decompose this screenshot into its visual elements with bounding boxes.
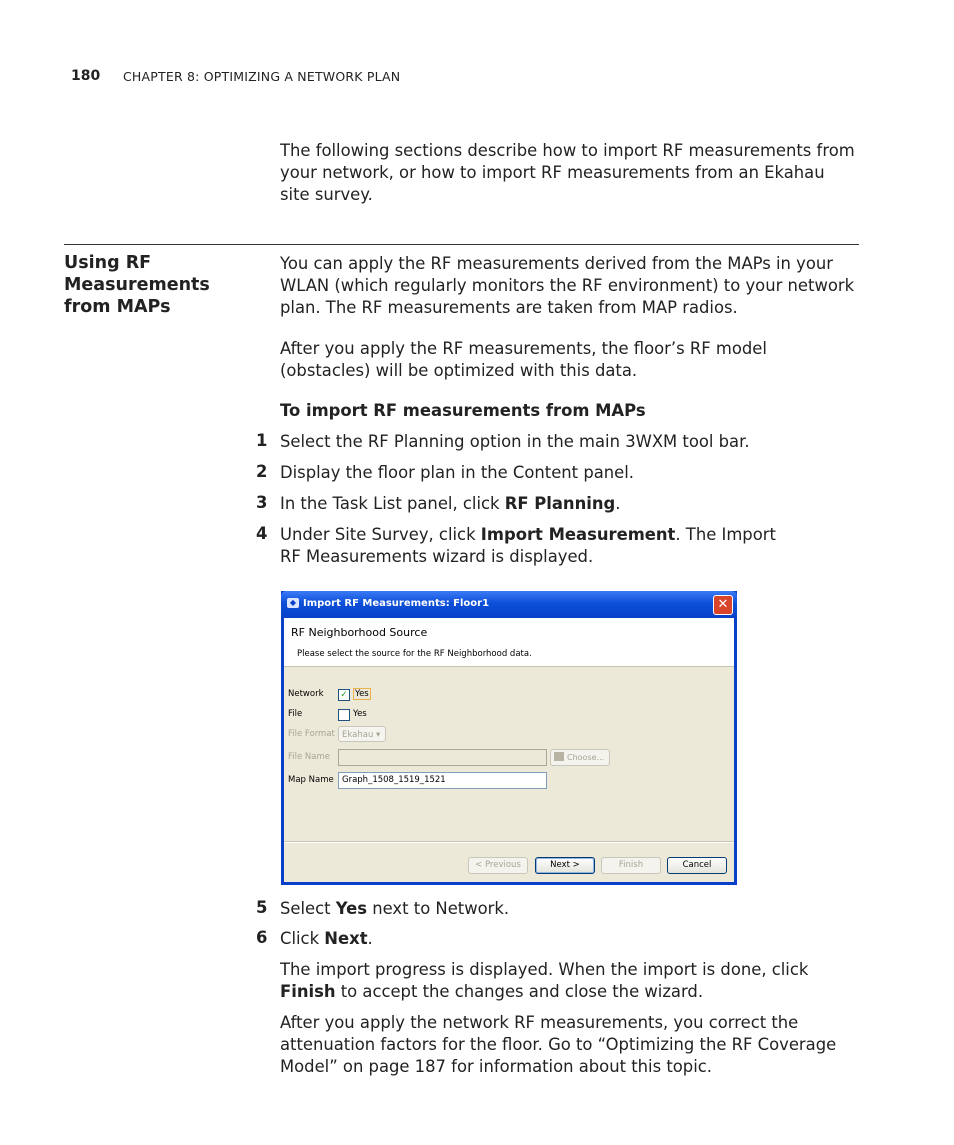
step-3-pre: In the Task List panel, click <box>280 494 505 513</box>
step-5-post: next to Network. <box>367 899 510 918</box>
step-5-bold: Yes <box>335 899 368 918</box>
step-number-6: 6 <box>256 928 268 947</box>
step-text-4 <box>280 524 780 568</box>
cancel-button[interactable]: Cancel <box>667 857 727 874</box>
after-p1-post: to accept the changes and close the wizard. <box>335 982 704 1001</box>
step-3-bold: RF Planning <box>504 494 616 513</box>
step-number-4: 4 <box>256 524 268 543</box>
step-6-pre: Click <box>280 929 325 948</box>
map-name-field[interactable]: Graph_1508_1519_1521 <box>338 772 547 789</box>
section-paragraph-1: You can apply the RF measurements derived from the MAPs in your WLAN (which regularly monitors the RF environment) to your network plan. The RF measurements are taken from MAP radios. <box>280 254 855 317</box>
file-checkbox[interactable] <box>338 709 350 721</box>
network-label: Network <box>288 689 324 699</box>
procedure-title: To import RF measurements from MAPs <box>280 401 646 420</box>
dialog-titlebar <box>281 591 737 618</box>
file-label: File <box>288 709 303 719</box>
file-name-field[interactable] <box>338 749 547 766</box>
step-text-2: Display the floor plan in the Content panel. <box>280 463 635 482</box>
file-name-label: File Name <box>288 752 331 762</box>
chapter-header: CHAPTER 8: OPTIMIZING A NETWORK PLAN <box>123 69 401 84</box>
file-format-label: File Format <box>288 729 335 739</box>
next-button[interactable]: Next > <box>535 857 595 874</box>
step-number-3: 3 <box>256 493 268 512</box>
step-number-5: 5 <box>256 898 268 917</box>
intro-paragraph: The following sections describe how to import RF measurements from your network, or how to import RF measurements from an Ekahau site survey. <box>280 141 855 204</box>
import-rf-dialog <box>281 591 737 885</box>
after-paragraph-1 <box>280 959 858 1003</box>
choose-label: Choose... <box>567 753 605 762</box>
dialog-banner <box>284 618 734 667</box>
previous-button[interactable]: < Previous <box>468 857 528 874</box>
finish-button[interactable]: Finish <box>601 857 661 874</box>
map-name-label: Map Name <box>288 775 334 785</box>
choose-button[interactable] <box>550 749 610 766</box>
page-number: 180 <box>71 68 101 84</box>
step-6-bold: Next <box>324 929 368 948</box>
section-divider <box>64 244 859 245</box>
section-paragraph-2: After you apply the RF measurements, the floor’s RF model (obstacles) will be optimized with this data. <box>280 339 767 380</box>
button-separator <box>284 841 734 843</box>
step-4-bold: Import Measurement <box>480 525 676 544</box>
network-yes-label[interactable]: Yes <box>355 689 369 699</box>
step-text-6 <box>280 928 860 950</box>
dialog-body <box>284 618 734 882</box>
step-3-post: . <box>615 494 621 513</box>
after-p1-pre: The import progress is displayed. When the import is done, click <box>280 960 809 979</box>
folder-icon <box>554 752 564 761</box>
file-yes-label[interactable]: Yes <box>353 709 367 719</box>
checkmark-icon: ✓ <box>340 690 348 700</box>
step-4-pre: Under Site Survey, click <box>280 525 481 544</box>
step-text-3 <box>280 493 860 515</box>
step-text-5 <box>280 898 860 920</box>
step-text-1: Select the RF Planning option in the main 3WXM tool bar. <box>280 432 750 451</box>
section-title: Using RF Measurements from MAPs <box>64 253 210 317</box>
network-checkbox[interactable] <box>338 689 350 701</box>
step-number-1: 1 <box>256 431 268 450</box>
step-number-2: 2 <box>256 462 268 481</box>
close-icon[interactable]: ✕ <box>713 595 733 615</box>
app-icon: ◆ <box>287 598 299 608</box>
banner-title: RF Neighborhood Source <box>291 626 428 639</box>
file-format-select[interactable]: Ekahau ▾ <box>338 726 386 742</box>
dialog-title: Import RF Measurements: Floor1 <box>303 598 490 609</box>
banner-subtitle: Please select the source for the RF Neighborhood data. <box>297 649 532 659</box>
step-5-pre: Select <box>280 899 336 918</box>
after-p1-bold: Finish <box>280 982 336 1001</box>
step-4-post: . The Import RF Measurements wizard is displayed. <box>280 525 776 566</box>
step-6-post: . <box>367 929 373 948</box>
after-paragraph-2: After you apply the network RF measurements, you correct the attenuation factors for the floor. Go to “Optimizing the RF Coverage Model” on page 187 for information about this topic. <box>280 1013 837 1076</box>
